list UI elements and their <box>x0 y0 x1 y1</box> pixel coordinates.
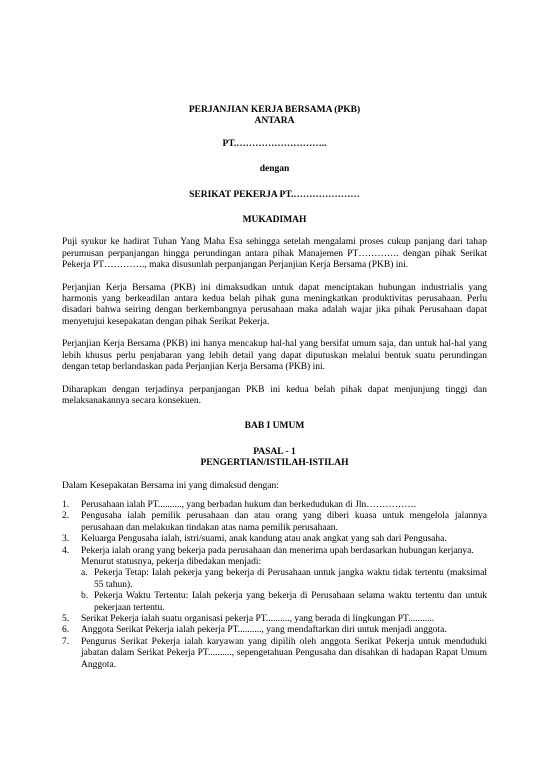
party-one: PT.……………………….. <box>222 138 327 149</box>
list-item-number: 5. <box>62 614 70 624</box>
pasal-title: PENGERTIAN/ISTILAH-ISTILAH <box>200 458 349 469</box>
party-two: SERIKAT PEKERJA PT.………………… <box>189 189 360 200</box>
connector-word: dengan <box>259 164 290 175</box>
bab-heading: BAB I UMUM <box>244 421 305 432</box>
list-item-text: Serikat Pekerja ialah suatu organisasi pekerja PT.........., yang berada di lingkungan PT........... <box>81 614 435 624</box>
document-content <box>62 105 487 671</box>
list-item-number: 3. <box>62 534 70 545</box>
list-item <box>62 637 487 671</box>
list-item-number: 1. <box>62 499 70 510</box>
list-item <box>62 546 487 557</box>
list-item-number: 7. <box>62 636 70 647</box>
sub-list-item <box>81 568 487 591</box>
status-intro: Menurut statusnya, pekerja dibedakan menjadi: <box>81 556 262 567</box>
mukadimah-heading: MUKADIMAH <box>242 215 307 226</box>
list-item-text: Keluarga Pengusaha ialah, istri/suami, anak kandung atau anak angkat yang sah dari Pengusaha. <box>81 534 447 545</box>
list-item <box>62 500 487 511</box>
document-subtitle: ANTARA <box>254 116 295 127</box>
sub-list-text: Pekerja Tetap: Ialah pekerja yang bekerja di Perusahaan untuk jangka waktu tidak tertentu (maksimal 55 tahun). <box>94 568 487 590</box>
list-item-text: Perusahaan ialah PT.........., yang berbadan hukum dan berkedudukan di Jln……………. <box>81 499 417 510</box>
list-item-number: 6. <box>62 625 70 636</box>
mukadimah-paragraph: Puji syukur ke hadirat Tuhan Yang Maha Esa sehingga setelah mengalami proses cukup panjang dari tahap perumusan perpanjangan hingga perundingan antara pihak Manajemen PT…………. dengan pihak Serikat Pekerja PT…………., maka disusunlah perpanjangan Perjanjian Kerja Bersama (PKB) ini. <box>62 237 487 271</box>
list-item <box>62 614 487 625</box>
sub-list-letter: a. <box>81 568 88 579</box>
mukadimah-paragraph: Diharapkan dengan terjadinya perpanjangan PKB ini kedua belah pihak dapat menjunjung tinggi dan melaksanakannya secara konsekuen. <box>62 384 487 406</box>
definitions-intro: Dalam Kesepakatan Bersama ini yang dimaksud dengan: <box>62 480 279 491</box>
sub-list-item <box>81 591 487 614</box>
list-item-text: Pengurus Serikat Pekerja ialah karyawan yang dipilih oleh anggota Serikat Pekerja untuk menduduki jabatan dalam Serikat Pekerja PT.........., sepengetahuan Pengusaha dan disahkan di hadapan Rapat Umum Anggota. <box>81 636 487 670</box>
list-item <box>62 625 487 636</box>
list-item <box>62 534 487 545</box>
list-item <box>62 511 487 534</box>
sub-list-letter: b. <box>81 591 89 602</box>
list-item-text: Anggota Serikat Pekerja ialah pekerja PT.........., yang mendaftarkan diri untuk menjadi anggota. <box>81 625 447 636</box>
mukadimah-paragraph: Perjanjian Kerja Bersama (PKB) ini dimaksudkan untuk dapat menciptakan hubungan industrialis yang harmonis yang berkeadilan antara kedua belah pihak guna meningkatkan produktivitas perusahaan. Perlu disadari bahwa seiring dengan berkembangnya perusahaan maka adalah wajar jika pihak Perusahaan dapat menyetujui kesepakatan dengan pihak Serikat Pekerja. <box>62 282 487 327</box>
mukadimah-paragraph: Perjanjian Kerja Bersama (PKB) ini hanya mencakup hal-hal yang bersifat umum saja, dan untuk hal-hal yang lebih khusus perlu penjabaran yang lebih detail yang dapat diputuskan melalui bentuk suatu perundingan dengan tetap berlandaskan pada Perjanjian Kerja Bersama (PKB) ini. <box>62 339 487 373</box>
list-item-number: 2. <box>62 511 70 522</box>
pasal-number: PASAL - 1 <box>253 446 296 457</box>
document-title: PERJANJIAN KERJA BERSAMA (PKB) <box>188 105 361 115</box>
list-item-text: Pekerja ialah orang yang bekerja pada perusahaan dan menerima upah berdasarkan hubungan kerjanya. <box>81 545 474 556</box>
list-item-number: 4. <box>62 545 70 556</box>
sub-list-text: Pekerja Waktu Tertentu: Ialah pekerja yang bekerja di Perusahaan selama waktu tertentu dan untuk pekerjaan tertentu. <box>94 591 487 613</box>
list-item-text: Pengusaha ialah pemilik perusahaan dan atau orang yang diberi kuasa untuk mengelola jalannya perusahaan dan melakukan tindakan atas nama pemilik perusahaan. <box>81 511 487 533</box>
